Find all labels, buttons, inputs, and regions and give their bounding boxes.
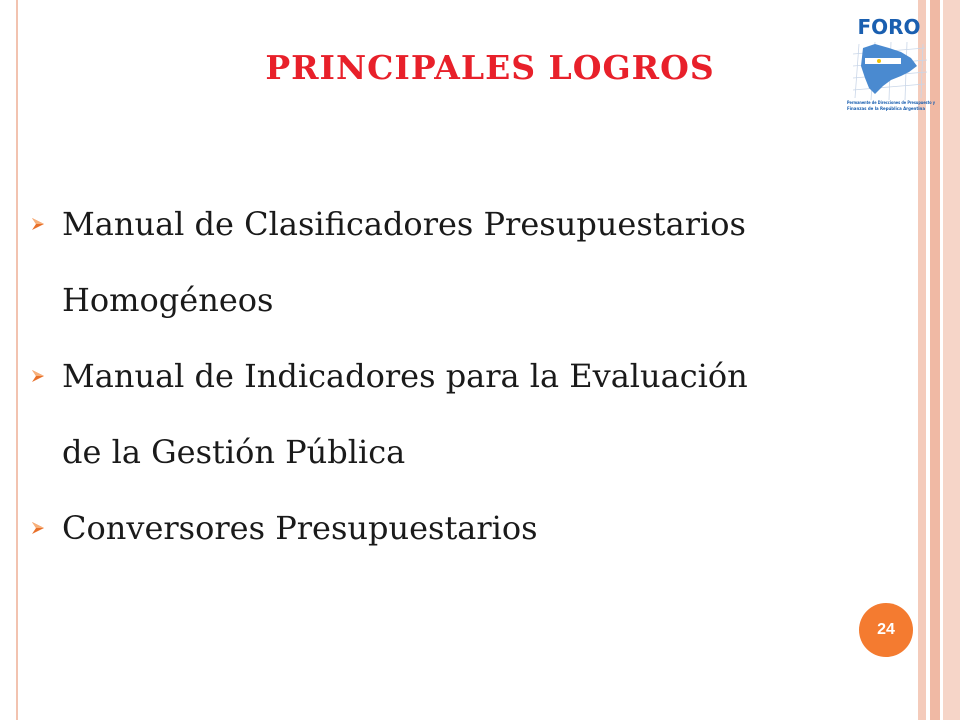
page-number-badge: 24 [859, 603, 913, 657]
bullet-item-conversores [30, 490, 910, 566]
right-border-stripe [943, 0, 960, 720]
slide-title: PRINCIPALES LOGROS [265, 48, 715, 87]
logo-caption-line1: Permanente de Direcciones de Presupuesto y [847, 101, 960, 106]
foro-logo-icon [845, 14, 960, 114]
bullet-line: Homogéneos [62, 281, 274, 319]
arrow-bullet-icon [30, 338, 50, 414]
bullet-line: Manual de Clasificadores Presupuestarios [62, 205, 746, 243]
bullet-item-clasificadores [30, 186, 910, 338]
logo-wordmark: FORO [857, 15, 921, 39]
bullet-item-indicadores [30, 338, 910, 490]
logo-caption-line2: Finanzas de la República Argentina [847, 107, 935, 112]
bullet-line: de la Gestión Pública [62, 433, 406, 471]
arrow-bullet-icon [30, 186, 50, 262]
bullet-line: Manual de Indicadores para la Evaluación [62, 357, 748, 395]
foro-logo [845, 14, 960, 114]
bullet-list [30, 186, 910, 566]
arrow-bullet-icon [30, 490, 50, 566]
left-border-line [16, 0, 18, 720]
bullet-line: Conversores Presupuestarios [62, 509, 538, 547]
